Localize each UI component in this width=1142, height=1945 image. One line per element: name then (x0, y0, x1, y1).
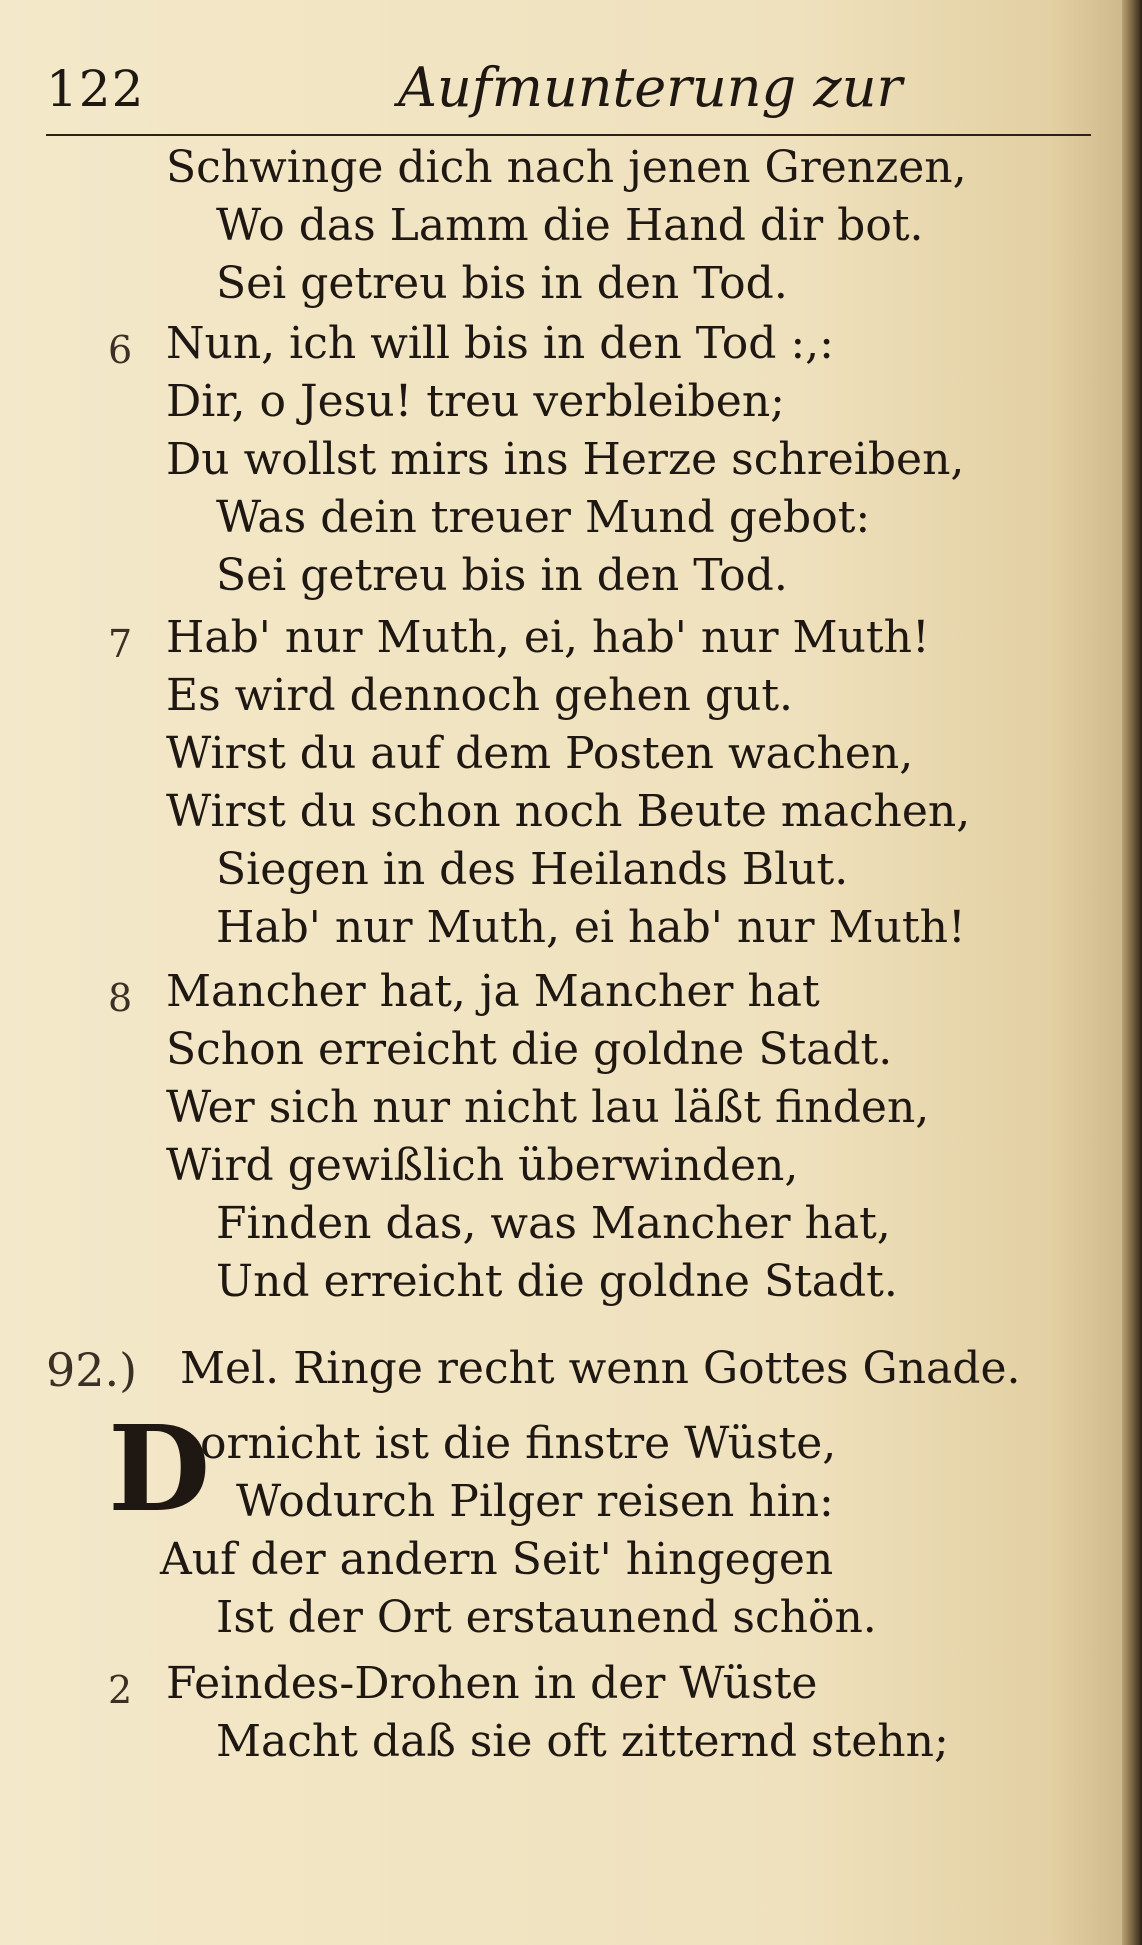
hymn-number: 92.) (46, 1343, 138, 1397)
verse-line: Nun, ich will bis in den Tod :,: (166, 318, 834, 369)
verse-line: Hab' nur Muth, ei hab' nur Muth! (216, 902, 966, 953)
running-title: Aufmunterung zur (398, 56, 903, 119)
verse-line: Dir, o Jesu! treu verbleiben; (166, 376, 785, 427)
verse-number: 8 (108, 976, 133, 1020)
header-rule (46, 134, 1091, 136)
verse-line: Hab' nur Muth, ei, hab' nur Muth! (166, 612, 930, 663)
verse-line: Auf der andern Seit' hingegen (160, 1534, 834, 1585)
melody-line: Mel. Ringe recht wenn Gottes Gnade. (180, 1343, 1021, 1394)
verse-line: Schwinge dich nach jenen Grenzen, (166, 142, 967, 193)
verse-line: Wird gewißlich überwinden, (166, 1140, 799, 1191)
verse-line: Wer sich nur nicht lau läßt finden, (166, 1082, 930, 1133)
page-number: 122 (46, 60, 145, 118)
verse-line: Feindes-Drohen in der Wüste (166, 1658, 818, 1709)
verse-number: 7 (108, 622, 133, 666)
verse-number: 6 (108, 328, 133, 372)
verse-line: Es wird dennoch gehen gut. (166, 670, 794, 721)
verse-line: Wodurch Pilger reisen hin: (236, 1476, 834, 1527)
verse-line: Schon erreicht die goldne Stadt. (166, 1024, 893, 1075)
verse-line: ornicht ist die finstre Wüste, (200, 1418, 837, 1469)
verse-line: Macht daß sie oft zitternd stehn; (216, 1716, 949, 1767)
page-header (46, 48, 1086, 128)
drop-cap: D (108, 1399, 211, 1538)
verse-line: Wirst du auf dem Posten wachen, (166, 728, 914, 779)
verse-line: Mancher hat, ja Mancher hat (166, 966, 820, 1017)
verse-line: Ist der Ort erstaunend schön. (216, 1592, 877, 1643)
verse-line: Wo das Lamm die Hand dir bot. (216, 200, 924, 251)
verse-line: Siegen in des Heilands Blut. (216, 844, 849, 895)
verse-line: Und erreicht die goldne Stadt. (216, 1256, 898, 1307)
verse-line: Finden das, was Mancher hat, (216, 1198, 891, 1249)
verse-number: 2 (108, 1668, 133, 1712)
verse-line: Sei getreu bis in den Tod. (216, 258, 788, 309)
verse-line: Wirst du schon noch Beute machen, (166, 786, 971, 837)
verse-line: Sei getreu bis in den Tod. (216, 550, 788, 601)
verse-line: Was dein treuer Mund gebot: (216, 492, 871, 543)
verse-line: Du wollst mirs ins Herze schreiben, (166, 434, 965, 485)
page-edge (1122, 0, 1142, 1945)
